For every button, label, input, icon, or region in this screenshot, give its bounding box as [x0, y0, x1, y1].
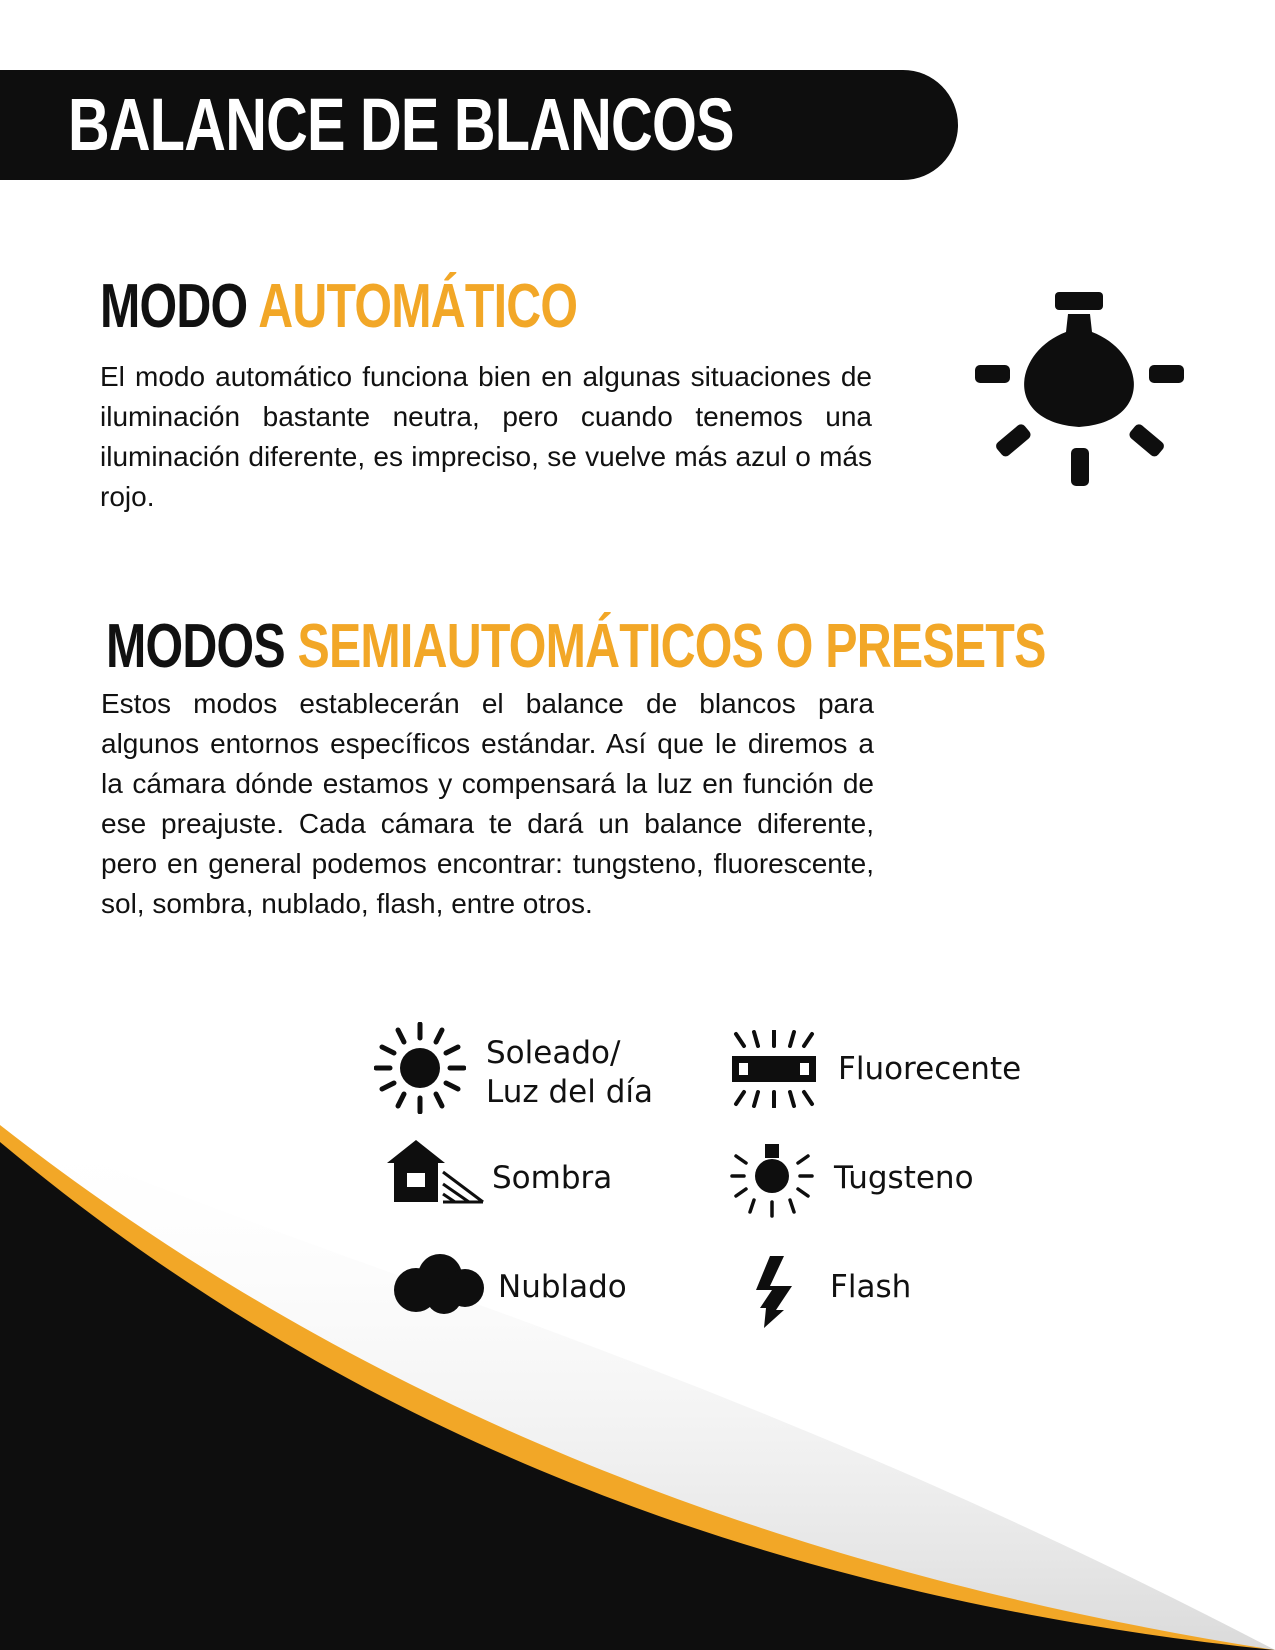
- preset-label-cloudy: Nublado: [498, 1269, 627, 1305]
- decorative-wave: [0, 1120, 1275, 1650]
- preset-label-sunny: Soleado/: [486, 1035, 621, 1071]
- presets-heading-dark: MODOS: [106, 612, 285, 681]
- presets-heading: [106, 612, 1046, 682]
- sun-icon: [374, 1022, 466, 1114]
- shade-house-icon: [385, 1138, 485, 1204]
- preset-label-shade: Sombra: [492, 1160, 613, 1196]
- lightbulb-icon: [975, 292, 1190, 492]
- presets-heading-accent: SEMIAUTOMÁTICOS O PRESETS: [297, 612, 1046, 681]
- tungsten-bulb-icon: [730, 1142, 814, 1218]
- lightning-bolt-icon: [752, 1256, 800, 1328]
- cloud-icon: [393, 1252, 486, 1315]
- preset-label-sunny-line2: Luz del día: [486, 1074, 654, 1110]
- preset-label-tungsten: Tugsteno: [834, 1160, 974, 1196]
- preset-label-fluorescent: Fluorecente: [838, 1051, 1022, 1087]
- preset-label-flash: Flash: [830, 1269, 912, 1305]
- auto-mode-paragraph: El modo automático funciona bien en algunas situaciones de iluminación bastante neutra, pero cuando tenemos una iluminación diferente, es impreciso, se vuelve más azul o más rojo.: [100, 361, 872, 512]
- presets-paragraph: Estos modos establecerán el balance de blancos para algunos entornos específicos estándar. Así que le diremos a la cámara dónde estamos y compensará la luz en función de ese preajuste. Cada cámara te dará un balance diferente, pero en general podemos encontrar: tungsteno, fluorescente, sol, sombra, nublado, flash, entre otros.: [101, 688, 874, 919]
- fluorescent-tube-icon: [730, 1030, 818, 1108]
- auto-mode-heading-accent: AUTOMÁTICO: [258, 272, 578, 341]
- page-title: BALANCE DE BLANCOS: [68, 83, 734, 166]
- auto-mode-heading-dark: MODO: [100, 272, 248, 341]
- auto-mode-heading: [100, 272, 577, 342]
